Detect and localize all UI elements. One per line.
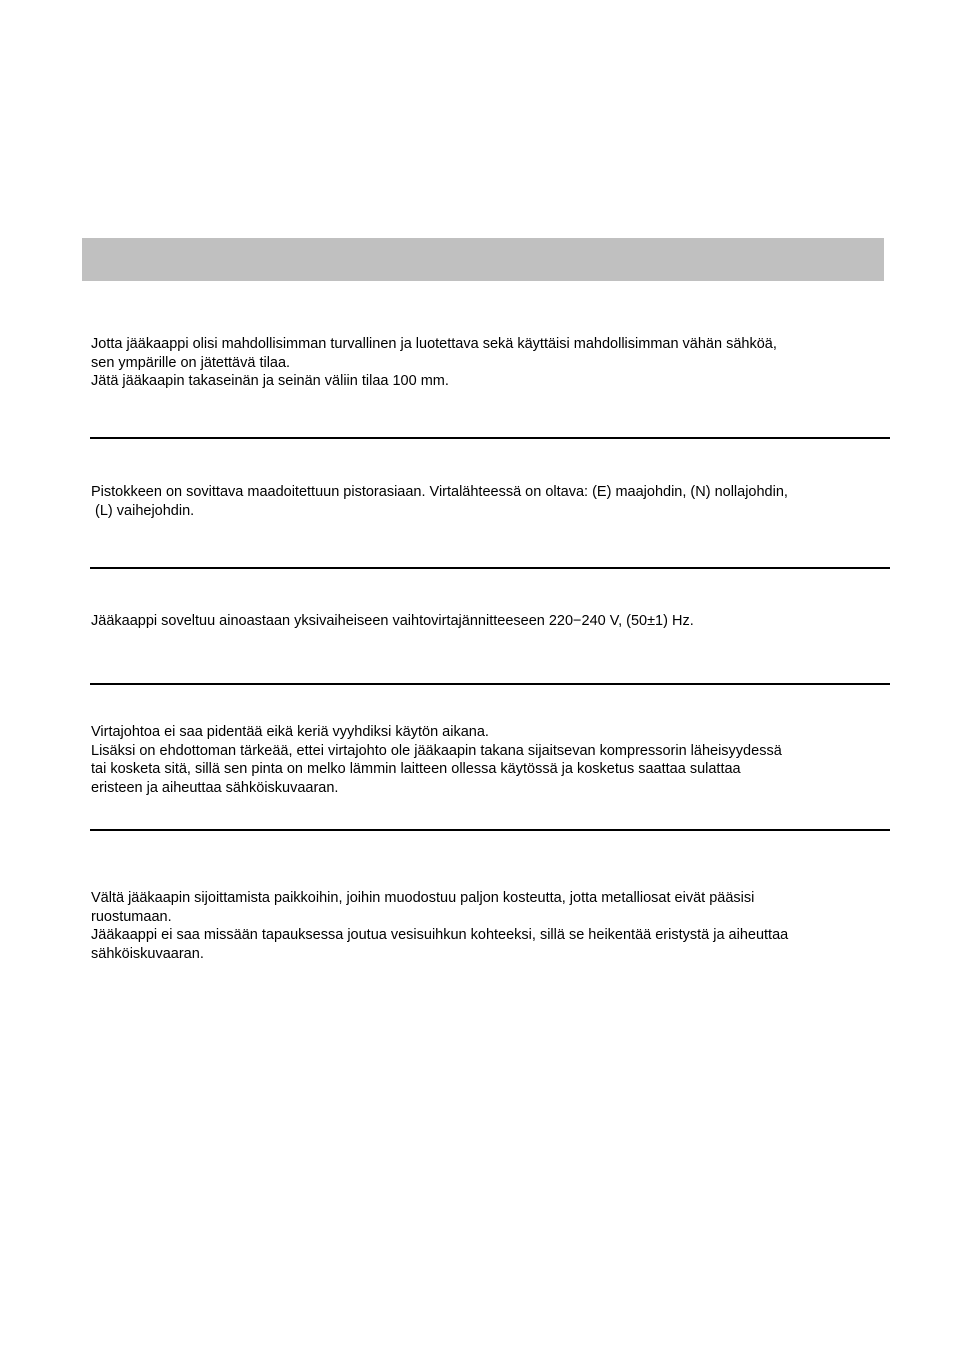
text-line: Jääkaappi soveltuu ainoastaan yksivaiheiseen vaihtovirtajännitteeseen 220−240 V, (50±1) Hz. xyxy=(91,613,694,629)
text-line: eristeen ja aiheuttaa sähköiskuvaaran. xyxy=(91,779,339,796)
divider-rule xyxy=(90,567,890,569)
text-line: Jätä jääkaapin takaseinän ja seinän väliin tilaa 100 mm. xyxy=(91,373,449,390)
section-voltage xyxy=(91,612,881,631)
divider-rule xyxy=(90,683,890,685)
text-line: Lisäksi on ehdottoman tärkeää, ettei virtajohto ole jääkaapin takana sijaitsevan kompressorin läheisyydessä xyxy=(91,742,782,759)
text-line: Jääkaappi ei saa missään tapauksessa joutua vesisuihkun kohteeksi, sillä se heikentää eristystä ja aiheuttaa xyxy=(91,927,789,944)
text-line: Pistokkeen on sovittava maadoitettuun pistorasiaan. Virtalähteessä on oltava: (E) maajohdin, (N) nollajohdin, xyxy=(91,484,788,500)
text-line: Vältä jääkaapin sijoittamista paikkoihin, joihin muodostuu paljon kosteutta, jotta metalliosat eivät pääsisi xyxy=(91,890,755,906)
text-line: Jotta jääkaappi olisi mahdollisimman turvallinen ja luotettava sekä käyttäisi mahdollisimman vähän sähköä, xyxy=(91,336,777,352)
text-line: sähköiskuvaaran. xyxy=(91,945,204,962)
paragraph xyxy=(91,723,881,797)
text-line: sen ympärille on jätettävä tilaa. xyxy=(91,354,291,371)
text-line: ruostumaan. xyxy=(91,908,172,925)
section-moisture xyxy=(91,889,881,963)
divider-rule xyxy=(90,829,890,831)
divider-rule xyxy=(90,437,890,439)
paragraph xyxy=(91,335,881,391)
text-line: Virtajohtoa ei saa pidentää eikä keriä vyyhdiksi käytön aikana. xyxy=(91,724,489,740)
section-clearance xyxy=(91,335,881,391)
text-line: (L) vaihejohdin. xyxy=(91,502,195,519)
paragraph xyxy=(91,483,881,520)
section-header-bar xyxy=(82,238,884,281)
paragraph xyxy=(91,889,881,963)
section-grounding xyxy=(91,483,881,520)
text-line: tai kosketa sitä, sillä sen pinta on melko lämmin laitteen ollessa käytössä ja kosketus saattaa sulattaa xyxy=(91,761,741,778)
paragraph xyxy=(91,612,881,631)
section-power-cord xyxy=(91,723,881,797)
